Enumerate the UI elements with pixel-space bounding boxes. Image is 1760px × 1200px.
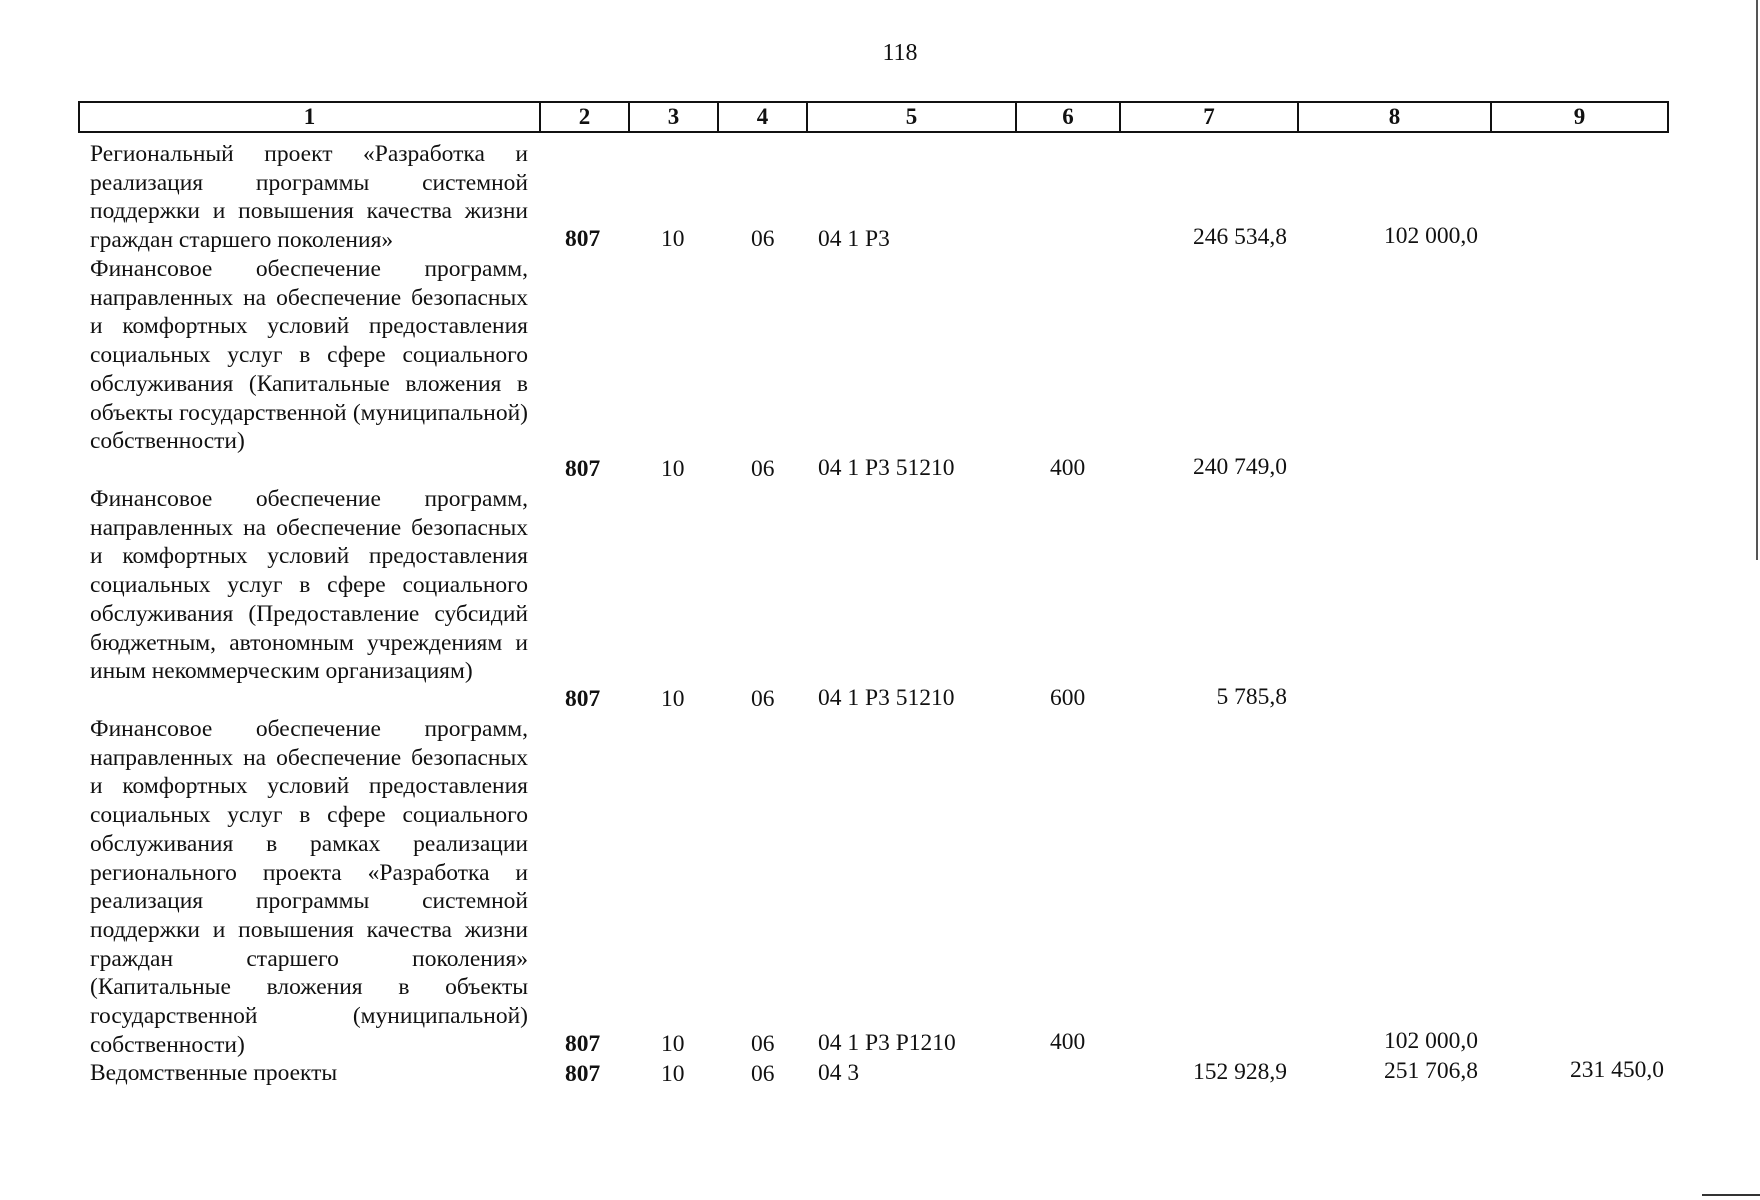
cell-code: 807 xyxy=(565,456,601,482)
column-header-4: 4 xyxy=(718,102,807,132)
cell-section: 10 xyxy=(661,1031,685,1057)
column-header-6: 6 xyxy=(1016,102,1120,132)
cell-amount-7: 5 785,8 xyxy=(1216,684,1287,710)
cell-subsection: 06 xyxy=(751,226,775,252)
cell-code: 807 xyxy=(565,1061,601,1087)
cell-subsection: 06 xyxy=(751,1031,775,1057)
column-header-2: 2 xyxy=(540,102,629,132)
column-header-9: 9 xyxy=(1491,102,1668,132)
row-name: Ведомственные проекты xyxy=(90,1060,338,1086)
cell-subsection: 06 xyxy=(751,1061,775,1087)
cell-amount-9: 231 450,0 xyxy=(1570,1057,1664,1083)
cell-subsection: 06 xyxy=(751,686,775,712)
cell-section: 10 xyxy=(661,686,685,712)
column-header-1: 1 xyxy=(79,102,540,132)
cell-subsection: 06 xyxy=(751,456,775,482)
cell-code: 807 xyxy=(565,686,601,712)
cell-expense-type: 400 xyxy=(1050,1029,1086,1055)
cell-section: 10 xyxy=(661,226,685,252)
column-header-5: 5 xyxy=(807,102,1016,132)
cell-target-article: 04 3 xyxy=(818,1060,860,1086)
cell-target-article: 04 1 Р3 51210 xyxy=(818,685,955,711)
cell-code: 807 xyxy=(565,226,601,252)
row-name: Финансовое обеспечение программ, направленных на обеспечение безопасных и комфортных условий предоставления социальных услуг в сфере социального обслуживания (Предоставление субсидий бюджетным, автономным учреждениям и иным некоммерческим организациям) xyxy=(90,486,528,685)
cell-amount-7: 246 534,8 xyxy=(1193,224,1287,250)
cell-target-article: 04 1 Р3 xyxy=(818,226,890,252)
cell-amount-7: 152 928,9 xyxy=(1193,1059,1287,1085)
cell-target-article: 04 1 Р3 51210 xyxy=(818,455,955,481)
cell-amount-8: 102 000,0 xyxy=(1384,223,1478,249)
cell-amount-8: 251 706,8 xyxy=(1384,1058,1478,1084)
row-name: Финансовое обеспечение программ, направленных на обеспечение безопасных и комфортных условий предоставления социальных услуг в сфере социального обслуживания (Капитальные вложения в объекты государственной (муниципальной) собственности) xyxy=(90,256,528,455)
cell-amount-7: 240 749,0 xyxy=(1193,454,1287,480)
row-name: Региональный проект «Разработка и реализация программы системной поддержки и повышения качества жизни граждан старшего поколения» xyxy=(90,141,528,254)
column-header-row xyxy=(78,101,1669,133)
column-header-8: 8 xyxy=(1298,102,1491,132)
cell-code: 807 xyxy=(565,1031,601,1057)
cell-section: 10 xyxy=(661,1061,685,1087)
cell-amount-8: 102 000,0 xyxy=(1384,1028,1478,1054)
column-header-3: 3 xyxy=(629,102,718,132)
scan-corner-line xyxy=(1702,1194,1760,1196)
cell-expense-type: 400 xyxy=(1050,455,1086,481)
cell-expense-type: 600 xyxy=(1050,685,1086,711)
row-name: Финансовое обеспечение программ, направленных на обеспечение безопасных и комфортных условий предоставления социальных услуг в сфере социального обслуживания в рамках реализации регионального проекта «Разработка и реализация программы системной поддержки и повышения качества жизни граждан старшего поколения» (Капитальные вложения в объекты государственной (муниципальной) собственности) xyxy=(90,716,528,1058)
cell-section: 10 xyxy=(661,456,685,482)
cell-target-article: 04 1 Р3 Р1210 xyxy=(818,1030,956,1056)
column-header-7: 7 xyxy=(1120,102,1298,132)
page-number: 118 xyxy=(882,40,918,66)
scan-edge-line xyxy=(1756,0,1758,560)
